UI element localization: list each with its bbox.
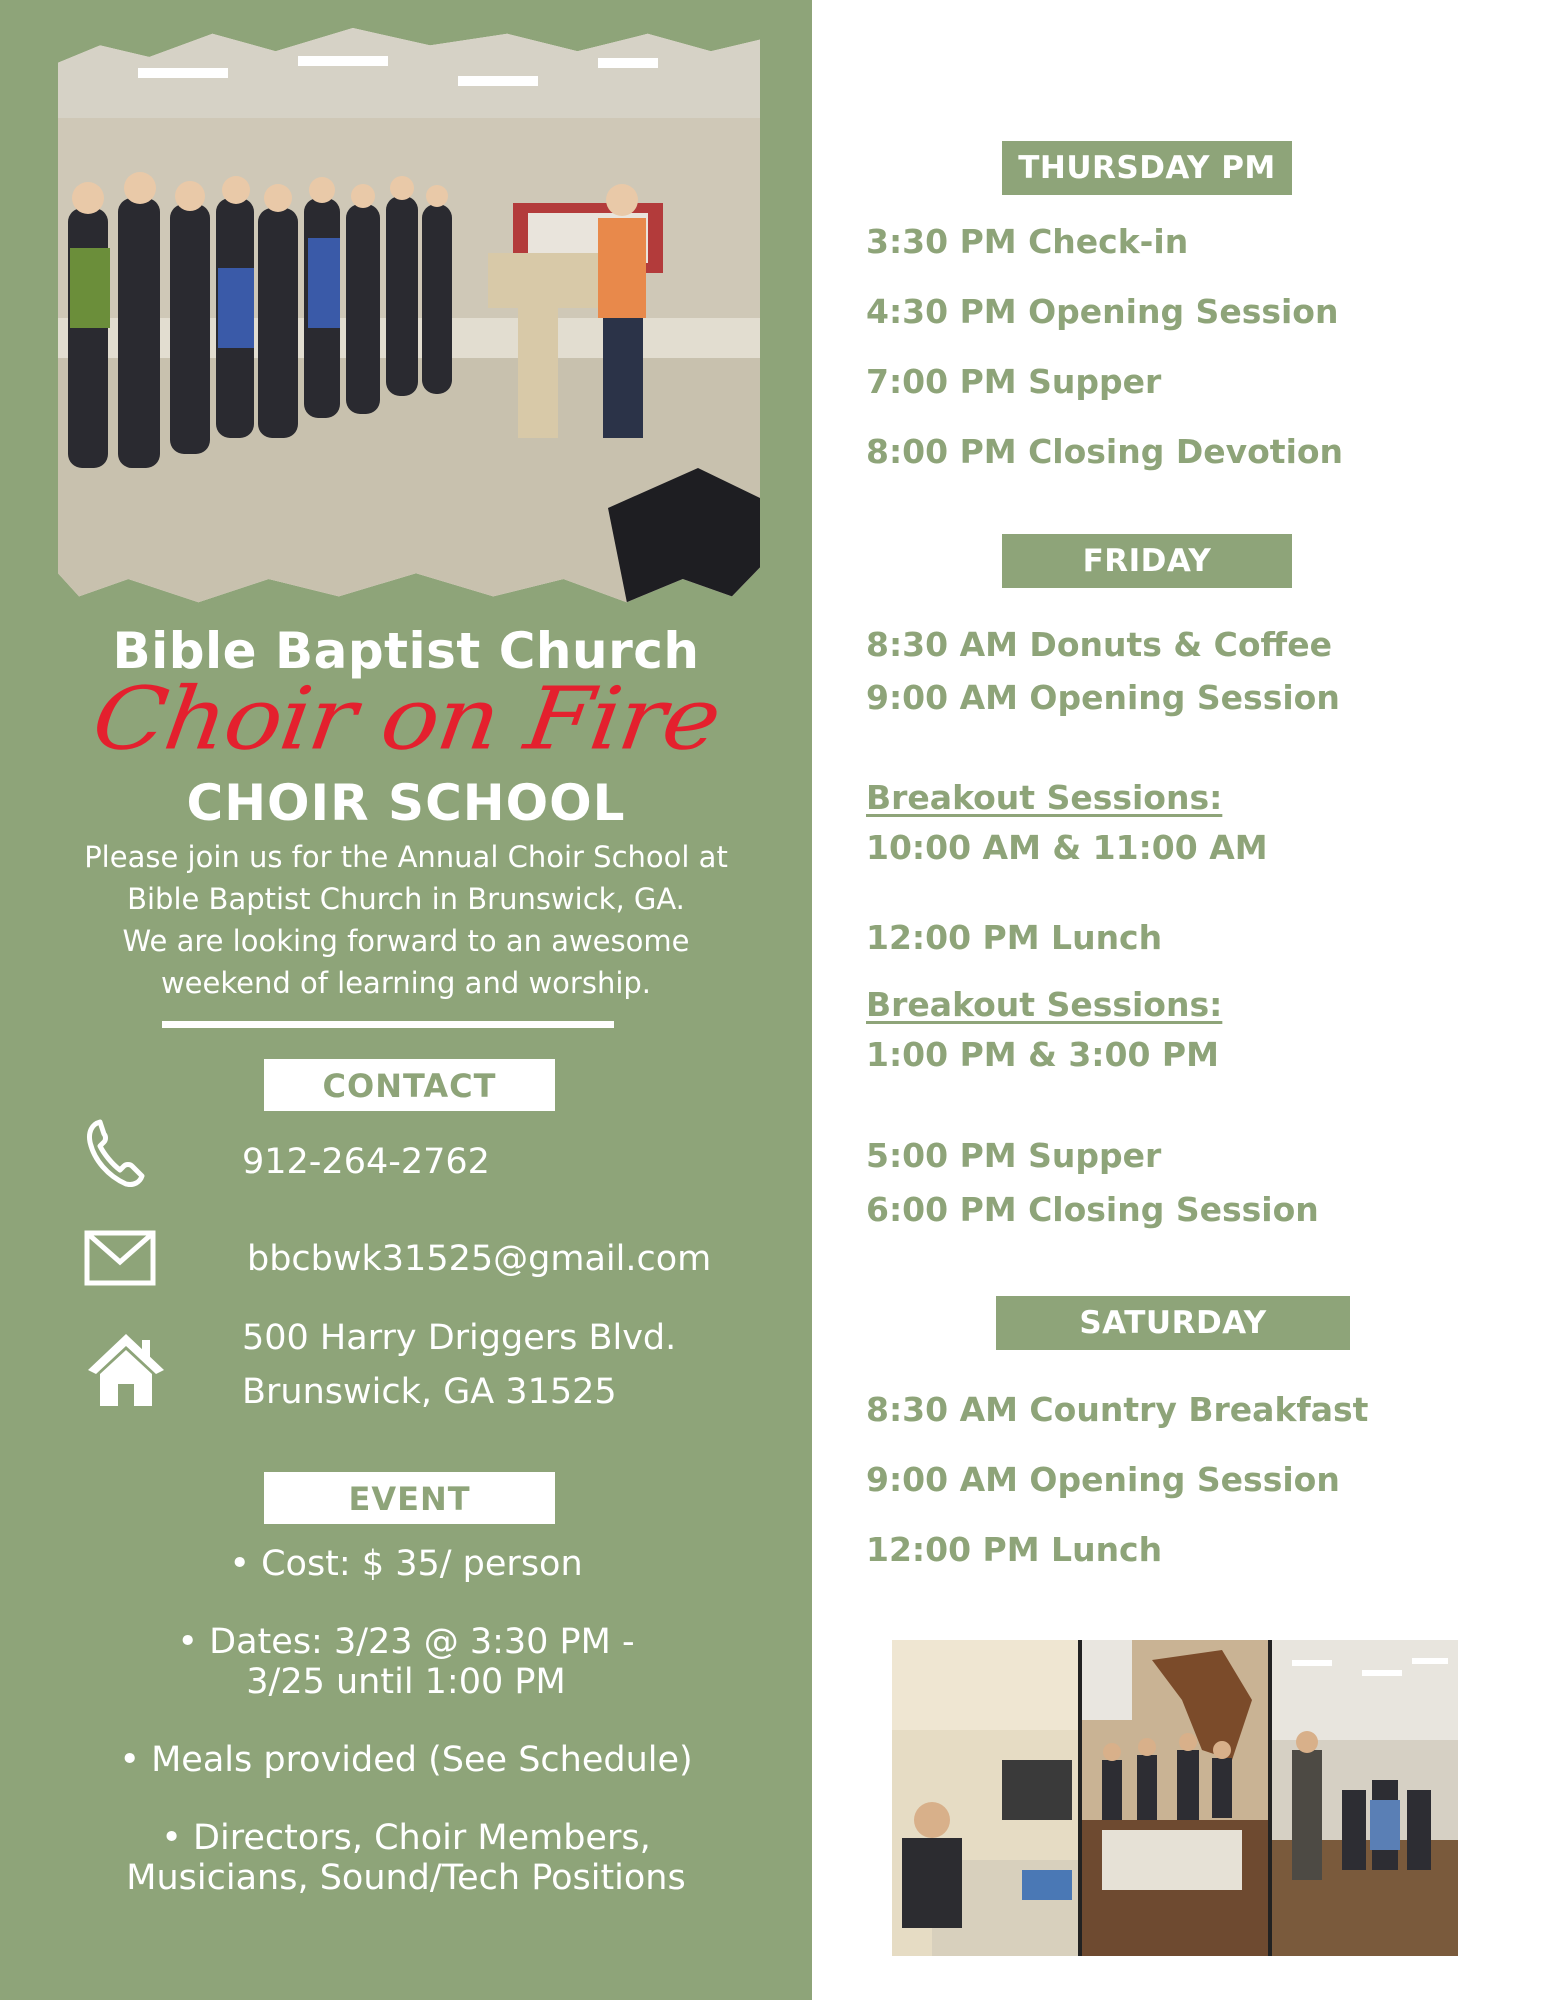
- schedule-item: 12:00 PM Lunch: [866, 918, 1163, 957]
- friday-label: FRIDAY: [1002, 534, 1292, 588]
- address-line-1: 500 Harry Driggers Blvd.: [242, 1318, 677, 1358]
- event-details: [40, 1544, 772, 1936]
- schedule-item: 7:00 PM Supper: [866, 362, 1162, 401]
- schedule-item: 1:00 PM & 3:00 PM: [866, 1035, 1219, 1074]
- schedule-item: 12:00 PM Lunch: [866, 1530, 1163, 1569]
- intro-line: Please join us for the Annual Choir School at: [84, 840, 728, 874]
- event-cost: [40, 1544, 772, 1584]
- choir-school-title: CHOIR SCHOOL: [186, 774, 626, 832]
- schedule-item: 6:00 PM Closing Session: [866, 1190, 1319, 1229]
- phone-number[interactable]: 912-264-2762: [242, 1142, 490, 1182]
- saturday-label: SATURDAY: [996, 1296, 1350, 1350]
- schedule-item: 8:00 PM Closing Devotion: [866, 432, 1344, 471]
- event-dates: [40, 1622, 772, 1702]
- email-address[interactable]: bbcbwk31525@gmail.com: [247, 1239, 712, 1279]
- schedule-item: 5:00 PM Supper: [866, 1136, 1162, 1175]
- home-icon: [86, 1330, 166, 1408]
- choir-rehearsal-photo: [58, 28, 760, 608]
- event-line: • Cost: $ 35/ person: [229, 1544, 583, 1584]
- event-meals: [40, 1740, 772, 1780]
- contact-label: CONTACT: [264, 1059, 555, 1111]
- mail-icon: [84, 1230, 156, 1286]
- intro-line: Bible Baptist Church in Brunswick, GA.: [127, 882, 685, 916]
- event-line: Musicians, Sound/Tech Positions: [126, 1858, 686, 1898]
- schedule-item: 9:00 AM Opening Session: [866, 678, 1340, 717]
- event-label: EVENT: [264, 1472, 555, 1524]
- schedule-item: 3:30 PM Check-in: [866, 222, 1189, 261]
- script-title: Choir on Fire: [86, 668, 726, 770]
- divider: [162, 1021, 614, 1028]
- intro-paragraph: [40, 836, 772, 1004]
- schedule-item: 9:00 AM Opening Session: [866, 1460, 1340, 1499]
- phone-icon: [86, 1118, 146, 1188]
- intro-line: We are looking forward to an awesome: [122, 924, 690, 958]
- collage-photo: [1272, 1640, 1458, 1956]
- event-audience: [40, 1818, 772, 1898]
- schedule-item: 8:30 AM Country Breakfast: [866, 1390, 1369, 1429]
- address-line-2: Brunswick, GA 31525: [242, 1372, 617, 1412]
- intro-line: weekend of learning and worship.: [160, 966, 652, 1000]
- event-line: 3/25 until 1:00 PM: [246, 1662, 566, 1702]
- thursday-label: THURSDAY PM: [1002, 141, 1292, 195]
- schedule-item: 8:30 AM Donuts & Coffee: [866, 625, 1333, 664]
- schedule-item: 4:30 PM Opening Session: [866, 292, 1339, 331]
- event-line: • Dates: 3/23 @ 3:30 PM -: [177, 1622, 635, 1662]
- breakout-heading: Breakout Sessions:: [866, 985, 1223, 1024]
- breakout-heading: Breakout Sessions:: [866, 778, 1223, 817]
- event-line: • Directors, Choir Members,: [161, 1818, 651, 1858]
- schedule-item: 10:00 AM & 11:00 AM: [866, 828, 1268, 867]
- church-name: Bible Baptist Church: [112, 622, 700, 680]
- event-line: • Meals provided (See Schedule): [119, 1740, 693, 1780]
- event-photo-collage: [892, 1640, 1458, 1956]
- collage-photo: [1082, 1640, 1268, 1956]
- collage-photo: [892, 1640, 1078, 1956]
